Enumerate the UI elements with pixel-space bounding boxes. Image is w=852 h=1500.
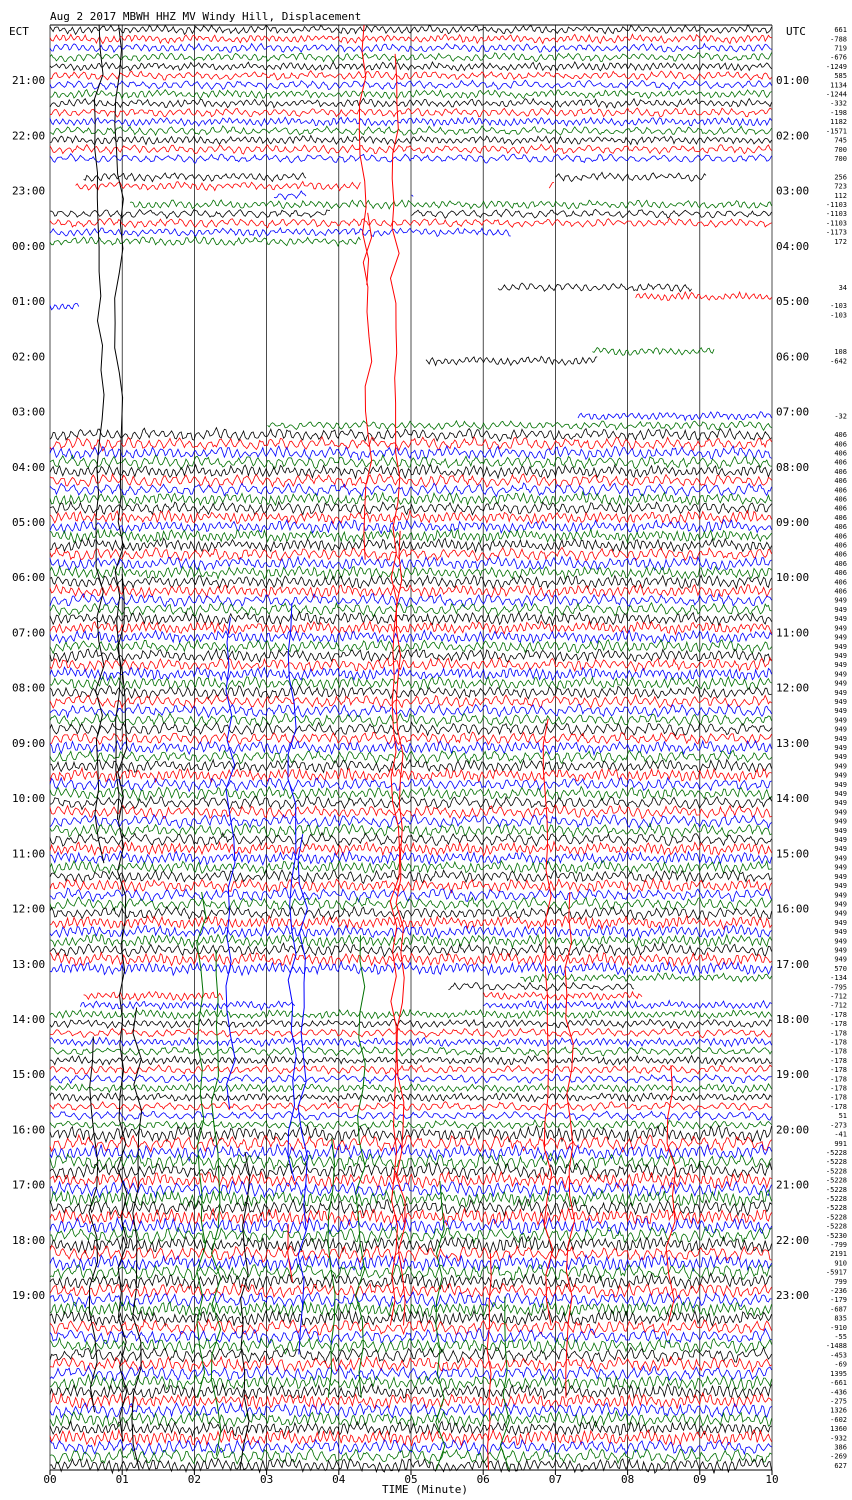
x-tick-label: 03 (259, 1473, 274, 1486)
row-value-label: 406 (834, 495, 847, 504)
row-value-label: -178 (830, 1102, 847, 1111)
row-value-label: 34 (838, 283, 847, 292)
x-axis-label: TIME (Minute) (381, 1483, 469, 1496)
row-value-label: 949 (834, 937, 847, 946)
right-timezone-label: UTC (786, 25, 806, 38)
trace-excursion-5 (390, 54, 400, 1326)
utc-hour-label: 14:00 (776, 792, 810, 806)
row-value-label: -436 (830, 1388, 847, 1397)
row-value-label: -1103 (825, 219, 847, 228)
ect-hour-label: 10:00 (12, 792, 46, 806)
row-value-label: -1249 (825, 62, 847, 71)
trace-row-28 (498, 283, 692, 292)
row-value-label: 949 (834, 909, 847, 918)
row-value-label: -41 (834, 1130, 847, 1139)
row-value-label: 799 (834, 1277, 847, 1286)
x-tick-label: 09 (693, 1473, 707, 1486)
row-value-label: 949 (834, 688, 847, 697)
ect-hour-label: 16:00 (12, 1123, 46, 1137)
row-value-label: 406 (834, 550, 847, 559)
row-value-label: -103 (830, 302, 847, 311)
row-value-label: 406 (834, 449, 847, 458)
row-value-labels (826, 26, 847, 1470)
ect-hour-label: 06:00 (12, 571, 46, 585)
row-value-label: 627 (834, 1461, 847, 1470)
row-value-label: -642 (830, 357, 847, 366)
ect-hour-label: 07:00 (12, 626, 46, 640)
utc-hour-label: 01:00 (776, 74, 810, 88)
ect-hour-label: 22:00 (12, 129, 46, 143)
row-value-label: 949 (834, 928, 847, 937)
trace-row-103 (520, 973, 771, 982)
ect-hour-label: 23:00 (12, 184, 46, 198)
row-value-label: -5228 (825, 1185, 847, 1194)
trace-excursion-15 (328, 1138, 335, 1398)
trace-row-36 (426, 356, 597, 365)
row-value-label: -5228 (825, 1195, 847, 1203)
row-value-label: -178 (830, 1075, 847, 1084)
row-value-label: 700 (834, 155, 847, 163)
trace-row-23 (50, 237, 360, 246)
row-value-label: 585 (834, 72, 847, 81)
row-value-label: 949 (834, 753, 847, 762)
utc-hour-label: 20:00 (776, 1123, 810, 1137)
utc-hour-label: 15:00 (776, 847, 810, 861)
row-value-label: 949 (834, 615, 847, 624)
trace-excursion-14 (89, 1037, 98, 1413)
ect-hour-label: 09:00 (12, 736, 46, 750)
ect-hour-label: 05:00 (12, 516, 46, 530)
row-value-label: 949 (834, 808, 847, 817)
trace-row-19 (130, 200, 772, 209)
row-value-label: -178 (830, 1038, 847, 1047)
row-value-label: 949 (834, 605, 847, 614)
row-value-label: 1326 (830, 1406, 847, 1415)
utc-hour-label: 17:00 (776, 957, 810, 971)
row-value-label: -198 (830, 108, 847, 117)
utc-hour-label: 23:00 (776, 1289, 810, 1303)
row-value-label: 949 (834, 624, 847, 633)
row-value-label: -712 (830, 992, 847, 1001)
ect-hour-label: 01:00 (12, 295, 46, 309)
ect-hour-label: 12:00 (12, 902, 46, 916)
row-value-label: -687 (830, 1305, 847, 1314)
row-value-label: 910 (834, 1259, 847, 1268)
utc-hour-label: 11:00 (776, 626, 810, 640)
row-value-label: 949 (834, 872, 847, 881)
trace-excursion-7 (226, 617, 235, 1108)
row-value-label: 835 (834, 1314, 847, 1323)
trace-excursion-11 (211, 950, 221, 1456)
utc-hour-label: 02:00 (776, 129, 810, 143)
ect-hour-label: 17:00 (12, 1178, 46, 1192)
left-timezone-label: ECT (9, 25, 29, 38)
row-value-label: 949 (834, 780, 847, 789)
ect-hour-label: 00:00 (12, 239, 46, 253)
chart-title: Aug 2 2017 MBWH HHZ MV Windy Hill, Displacement (50, 10, 362, 23)
utc-hour-label: 21:00 (776, 1178, 810, 1192)
row-value-label: 406 (834, 541, 847, 550)
row-value-label: 1360 (830, 1425, 847, 1434)
row-value-label: 745 (834, 136, 847, 145)
ect-hour-label: 08:00 (12, 681, 46, 695)
trace-row-16 (84, 172, 706, 181)
ect-hour-label: 02:00 (12, 350, 46, 364)
row-value-label: 949 (834, 826, 847, 835)
row-value-label: -712 (830, 1001, 847, 1010)
row-value-label: -273 (830, 1121, 847, 1130)
ect-hour-label: 11:00 (12, 847, 46, 861)
row-value-label: -676 (830, 53, 847, 62)
row-value-label: -932 (830, 1434, 847, 1443)
row-value-label: 949 (834, 891, 847, 900)
utc-hour-label: 05:00 (776, 295, 810, 309)
row-value-label: -178 (830, 1029, 847, 1038)
row-value-label: 949 (834, 900, 847, 909)
row-value-label: -269 (830, 1452, 847, 1461)
row-value-label: -799 (830, 1241, 847, 1249)
row-value-label: 700 (834, 145, 847, 154)
row-value-label: 51 (838, 1112, 847, 1121)
row-value-label: 1182 (830, 118, 847, 127)
row-value-label: 1134 (830, 81, 847, 90)
row-value-label: 406 (834, 578, 847, 587)
row-value-label: -55 (834, 1333, 847, 1341)
row-value-label: -1173 (825, 228, 847, 237)
row-value-label: 570 (834, 964, 847, 973)
row-value-label: 949 (834, 596, 847, 605)
row-value-label: 2191 (830, 1250, 847, 1259)
utc-hour-label: 09:00 (776, 516, 810, 530)
row-value-label: -32 (834, 412, 847, 421)
row-value-label: 112 (834, 191, 847, 200)
row-value-label: -179 (830, 1296, 847, 1305)
row-value-label: 406 (834, 513, 847, 522)
row-value-label: 723 (834, 182, 847, 191)
ect-hour-label: 19:00 (12, 1289, 46, 1303)
row-value-label: -795 (830, 983, 847, 992)
row-value-label: 949 (834, 946, 847, 955)
row-value-label: -1244 (825, 90, 847, 99)
trace-row-17 (76, 182, 554, 191)
row-value-label: 719 (834, 44, 847, 53)
row-value-label: 661 (834, 26, 847, 35)
trace-row-43 (268, 421, 772, 431)
row-value-label: -178 (830, 1047, 847, 1056)
ect-hour-label: 13:00 (12, 957, 46, 971)
row-value-label: -178 (830, 1056, 847, 1065)
row-value-label: 406 (834, 431, 847, 440)
trace-excursion-8 (288, 603, 296, 1181)
row-value-label: -1488 (825, 1342, 847, 1351)
row-value-label: -5228 (825, 1149, 847, 1157)
row-value-label: 406 (834, 467, 847, 476)
row-value-label: 949 (834, 836, 847, 844)
row-value-label: 949 (834, 817, 847, 826)
x-tick-label: 07 (548, 1473, 563, 1486)
row-value-label: 949 (834, 854, 847, 863)
row-value-label: -5228 (825, 1204, 847, 1213)
x-tick-label: 00 (43, 1473, 57, 1486)
x-tick-label: 04 (332, 1473, 346, 1486)
row-value-label: -103 (830, 311, 847, 320)
utc-hour-label: 08:00 (776, 460, 810, 474)
row-value-label: 172 (834, 237, 847, 246)
ect-hour-label: 21:00 (12, 74, 46, 88)
utc-hour-label: 19:00 (776, 1068, 810, 1082)
row-value-label: 406 (834, 569, 847, 578)
row-value-label: -788 (830, 35, 847, 44)
row-value-label: 406 (834, 477, 847, 486)
row-value-label: -5917 (825, 1268, 847, 1277)
row-value-label: -134 (830, 974, 847, 983)
row-value-label: 949 (834, 633, 847, 642)
trace-row-104 (448, 983, 634, 991)
row-value-label: 949 (834, 918, 847, 927)
x-tick-label: 10 (765, 1473, 779, 1486)
ect-hour-label: 03:00 (12, 405, 46, 419)
utc-hour-label: 22:00 (776, 1233, 810, 1247)
row-value-label: -275 (830, 1397, 847, 1406)
row-value-label: 949 (834, 679, 847, 688)
row-value-label: 406 (834, 504, 847, 513)
x-tick-label: 05 (404, 1473, 418, 1486)
x-tick-label: 06 (476, 1473, 490, 1486)
row-value-label: 949 (834, 799, 847, 808)
ect-hour-label: 15:00 (12, 1068, 46, 1082)
ect-hour-label: 14:00 (12, 1013, 46, 1027)
x-tick-label: 08 (620, 1473, 635, 1486)
row-value-label: -661 (830, 1379, 847, 1388)
row-value-label: 406 (834, 523, 847, 532)
row-value-label: 406 (834, 532, 847, 541)
row-value-label: -236 (830, 1287, 847, 1295)
row-value-label: -5230 (825, 1231, 847, 1240)
x-tick-label: 01 (115, 1473, 129, 1486)
utc-hour-label: 03:00 (776, 184, 810, 198)
row-value-label: 949 (834, 642, 847, 651)
trace-row-22 (50, 228, 511, 237)
row-value-label: -453 (830, 1351, 847, 1360)
row-value-label: -1571 (825, 127, 847, 136)
row-value-label: 949 (834, 716, 847, 725)
ect-hour-labels (12, 74, 45, 1302)
row-value-label: -332 (830, 99, 847, 108)
row-value-label: -5228 (825, 1176, 847, 1185)
row-value-label: -1103 (825, 201, 847, 209)
utc-hour-label: 07:00 (776, 405, 810, 419)
row-value-label: -1103 (825, 210, 847, 219)
row-value-label: 949 (834, 698, 847, 706)
ect-hour-label: 18:00 (12, 1233, 46, 1247)
row-value-label: -178 (830, 1093, 847, 1102)
trace-row-30 (50, 303, 79, 309)
row-value-label: 991 (834, 1139, 847, 1148)
row-value-label: 949 (834, 863, 847, 872)
utc-hour-label: 04:00 (776, 239, 810, 253)
row-value-label: 949 (834, 707, 847, 716)
row-value-label: 949 (834, 725, 847, 734)
row-value-label: 949 (834, 762, 847, 771)
row-value-label: 406 (834, 458, 847, 467)
trace-row-29 (636, 292, 772, 301)
row-value-label: 386 (834, 1443, 847, 1452)
row-value-label: 406 (834, 559, 847, 568)
row-value-label: 949 (834, 734, 847, 743)
row-value-label: 108 (834, 348, 847, 357)
trace-row-42 (578, 412, 772, 421)
utc-hour-label: 10:00 (776, 571, 810, 585)
row-value-label: 949 (834, 955, 847, 964)
row-value-label: 949 (834, 882, 847, 891)
row-value-label: -5228 (825, 1222, 847, 1231)
utc-hour-label: 06:00 (776, 350, 810, 364)
row-value-label: -178 (830, 1084, 847, 1093)
row-value-label: -602 (830, 1415, 847, 1424)
row-value-label: -178 (830, 1066, 847, 1075)
utc-hour-label: 16:00 (776, 902, 810, 916)
row-value-label: -5228 (825, 1167, 847, 1176)
row-value-label: 949 (834, 652, 847, 660)
row-value-label: -910 (830, 1323, 847, 1332)
row-value-label: -5228 (825, 1213, 847, 1222)
row-value-label: 949 (834, 661, 847, 670)
row-value-label: 949 (834, 771, 847, 780)
row-value-label: 406 (834, 440, 847, 449)
row-value-label: -69 (834, 1360, 847, 1369)
row-value-label: 406 (834, 587, 847, 596)
trace-row-106 (80, 1001, 771, 1011)
ect-hour-label: 04:00 (12, 460, 46, 474)
row-value-label: 949 (834, 744, 847, 752)
utc-hour-label: 13:00 (776, 736, 810, 750)
row-value-label: 949 (834, 790, 847, 798)
row-value-label: 256 (834, 173, 847, 182)
row-value-label: 406 (834, 486, 847, 495)
trace-row-35 (592, 348, 714, 356)
utc-hour-label: 12:00 (776, 681, 810, 695)
trace-excursion-4 (363, 213, 371, 560)
x-tick-label: 02 (187, 1473, 202, 1486)
row-value-label: 949 (834, 845, 847, 854)
row-value-label: -178 (830, 1020, 847, 1029)
utc-hour-label: 18:00 (776, 1013, 810, 1027)
trace-row-18 (274, 191, 413, 200)
row-value-label: -5228 (825, 1158, 847, 1167)
row-value-label: -178 (830, 1010, 847, 1019)
row-value-label: 1395 (830, 1369, 847, 1378)
row-value-label: 949 (834, 670, 847, 679)
utc-hour-labels (776, 74, 809, 1302)
